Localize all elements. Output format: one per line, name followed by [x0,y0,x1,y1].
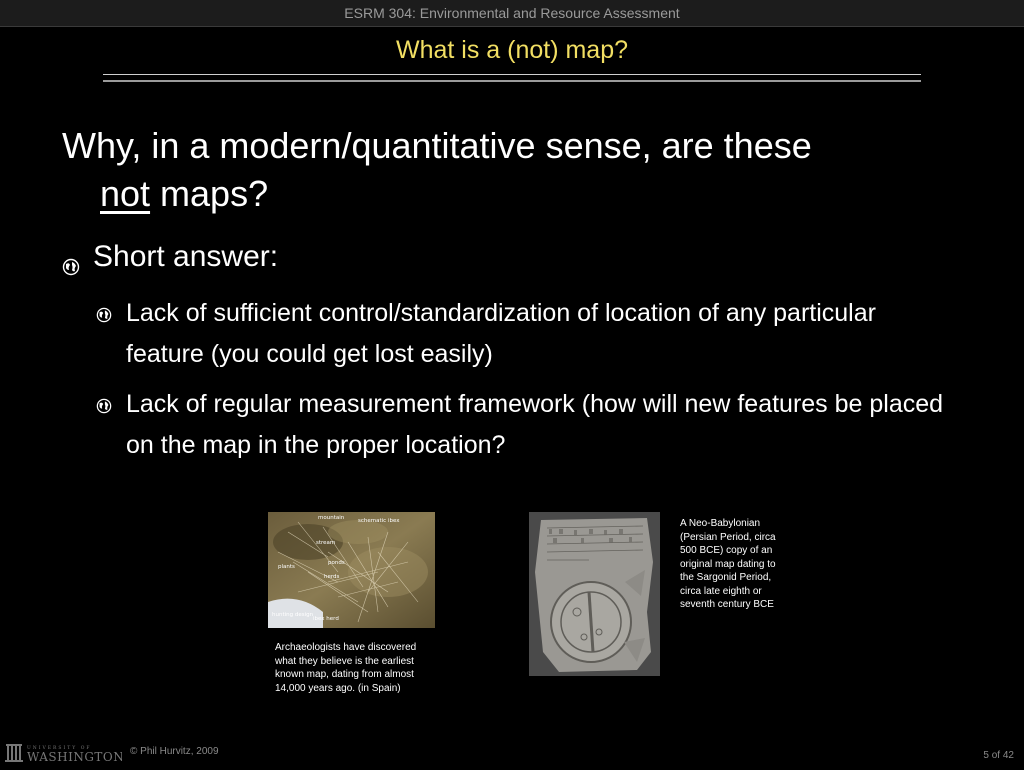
bullet-text: Short answer: [93,240,279,273]
course-title: ESRM 304: Environmental and Resource Assessment [344,5,680,21]
svg-text:ponds: ponds [328,560,345,566]
babylonian-map-photo [529,512,660,676]
question-maps: maps? [150,173,269,214]
question-not: not [100,173,151,214]
logo-small-text: UNIVERSITY OF [27,746,92,751]
uw-logo [4,741,122,765]
header-bar [0,0,1024,27]
question-line1: Why, in a modern/quantitative sense, are these [62,125,812,166]
svg-text:herds: herds [324,574,340,580]
stone-map-photo [268,512,435,628]
globe-icon [96,307,112,323]
svg-text:ibex herd: ibex herd [313,616,339,622]
page-counter: 5 of 42 [983,750,1014,761]
copyright: © Phil Hurvitz, 2009 [130,746,219,757]
svg-text:plants: plants [278,564,295,570]
logo-large-text: WASHINGTON [27,750,122,764]
bullet-text: Lack of regular measurement framework (how will new features be placed on the map in the proper location? [126,390,944,459]
babylonian-map-caption: A Neo-Babylonian (Persian Period, circa 500 BCE) copy of an original map dating to the Sargonid Period, circa late eighth or seventh century BCE [680,518,776,610]
svg-text:hunting design: hunting design [272,612,314,618]
main-question [62,122,962,218]
globe-icon [96,398,112,414]
title-divider [103,74,921,82]
stone-map-caption: Archaeologists have discovered what they believe is the earliest known map, dating from almost 14,000 years ago. (in Spain) [275,642,417,694]
svg-text:schematic ibex: schematic ibex [358,518,400,524]
globe-icon [62,258,80,276]
slide-title: What is a (not) map? [395,36,629,64]
svg-text:mountain: mountain [318,515,345,521]
svg-text:stream: stream [316,540,336,546]
bullet-text: Lack of sufficient control/standardization of location of any particular feature (you could get lost easily) [126,299,876,368]
university-column-icon [5,744,23,762]
